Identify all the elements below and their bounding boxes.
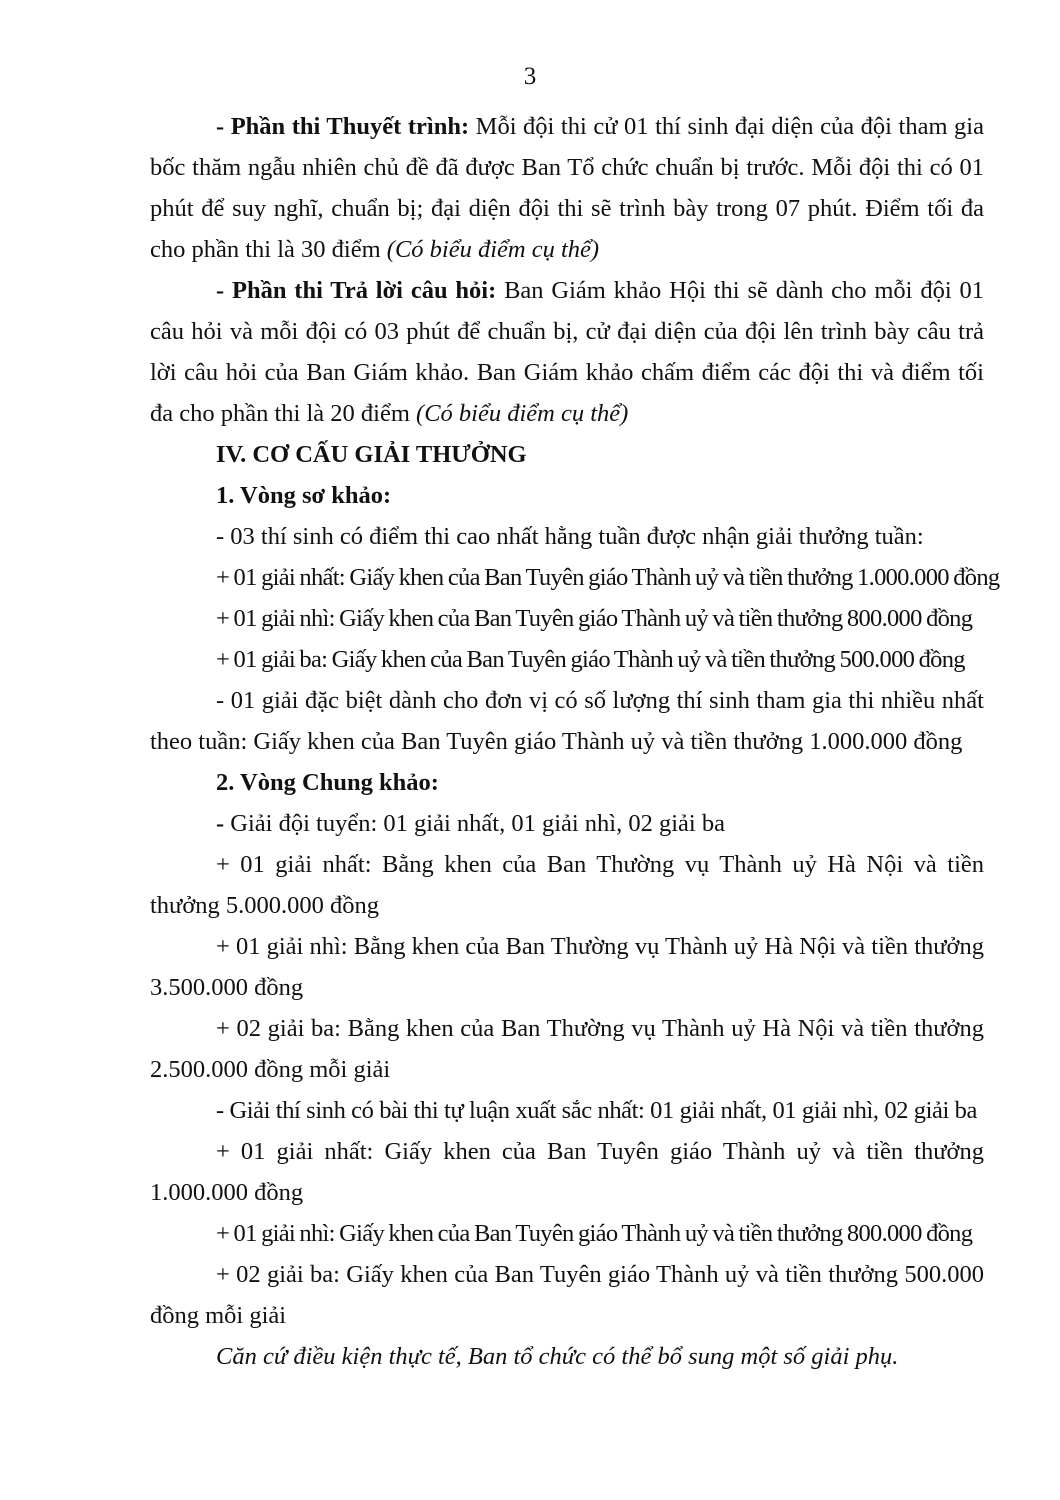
preliminary-special-prize: - 01 giải đặc biệt dành cho đơn vị có số lượng thí sinh tham gia thi nhiều nhất theo tuần: Giấy khen của Ban Tuyên giáo Thành uỷ và tiền thưởng 1.000.000 đồng <box>150 687 984 755</box>
qa-note: (Có biểu điểm cụ thể) <box>416 400 629 427</box>
awards-heading: IV. CƠ CẤU GIẢI THƯỞNG <box>216 441 527 468</box>
preliminary-heading: 1. Vòng sơ khảo: <box>216 482 392 509</box>
final-team-second-prize: + 01 giải nhì: Bằng khen của Ban Thường vụ Thành uỷ Hà Nội và tiền thưởng 3.500.000 đồng <box>150 933 984 1001</box>
qa-label: - Phần thi Trả lời câu hỏi: <box>216 277 497 304</box>
preliminary-intro: - 03 thí sinh có điểm thi cao nhất hằng tuần được nhận giải thưởng tuần: <box>216 523 924 550</box>
qa-text: Ban Giám khảo Hội thi sẽ dành cho mỗi đội 01 câu hỏi và mỗi đội có 03 phút để chuẩn bị, cử đại diện của đội lên trình bày câu trả lời câu hỏi của Ban Giám khảo. Ban Giám khảo chấm điểm các đội thi và điểm tối đa cho phần thi là 20 điểm <box>150 277 984 427</box>
final-heading: 2. Vòng Chung khảo: <box>216 769 439 796</box>
final-team-first-prize: + 01 giải nhất: Bằng khen của Ban Thường vụ Thành uỷ Hà Nội và tiền thưởng 5.000.000 đồng <box>150 851 984 919</box>
presentation-note: (Có biểu điểm cụ thể) <box>386 236 600 263</box>
presentation-text: Mỗi đội thi cử 01 thí sinh đại diện của đội tham gia bốc thăm ngẫu nhiên chủ đề đã được Ban Tổ chức chuẩn bị trước. Mỗi đội thi có 01 phút để suy nghĩ, chuẩn bị; đại diện đội thi sẽ trình bày trong 07 phút. Điểm tối đa cho phần thi là 30 điểm <box>150 113 984 263</box>
final-team-intro-text: Giải đội tuyển: 01 giải nhất, 01 giải nhì, 02 giải ba <box>224 810 725 837</box>
document-body <box>150 106 1000 1377</box>
presentation-label: - Phần thi Thuyết trình: <box>216 113 470 140</box>
page-number: 3 <box>523 63 537 90</box>
final-essay-first-prize: + 01 giải nhất: Giấy khen của Ban Tuyên giáo Thành uỷ và tiền thưởng 1.000.000 đồng <box>150 1138 984 1206</box>
presentation-paragraph <box>150 106 984 270</box>
preliminary-second-prize: + 01 giải nhì: Giấy khen của Ban Tuyên giáo Thành uỷ và tiền thưởng 800.000 đồng <box>216 605 973 632</box>
closing-note: Căn cứ điều kiện thực tế, Ban tổ chức có thể bổ sung một số giải phụ. <box>216 1343 899 1370</box>
final-essay-intro: - Giải thí sinh có bài thi tự luận xuất sắc nhất: 01 giải nhất, 01 giải nhì, 02 giải ba <box>216 1097 977 1124</box>
final-team-third-prize: + 02 giải ba: Bằng khen của Ban Thường vụ Thành uỷ Hà Nội và tiền thưởng 2.500.000 đồng mỗi giải <box>150 1015 984 1083</box>
preliminary-third-prize: + 01 giải ba: Giấy khen của Ban Tuyên giáo Thành uỷ và tiền thưởng 500.000 đồng <box>216 646 965 673</box>
final-essay-third-prize: + 02 giải ba: Giấy khen của Ban Tuyên giáo Thành uỷ và tiền thưởng 500.000 đồng mỗi giải <box>150 1261 984 1329</box>
final-team-dash: - <box>216 810 225 837</box>
qa-paragraph <box>150 270 984 434</box>
final-team-intro <box>150 803 984 844</box>
final-essay-second-prize: + 01 giải nhì: Giấy khen của Ban Tuyên giáo Thành uỷ và tiền thưởng 800.000 đồng <box>216 1220 973 1247</box>
preliminary-first-prize: + 01 giải nhất: Giấy khen của Ban Tuyên giáo Thành uỷ và tiền thưởng 1.000.000 đồng <box>216 564 1000 591</box>
